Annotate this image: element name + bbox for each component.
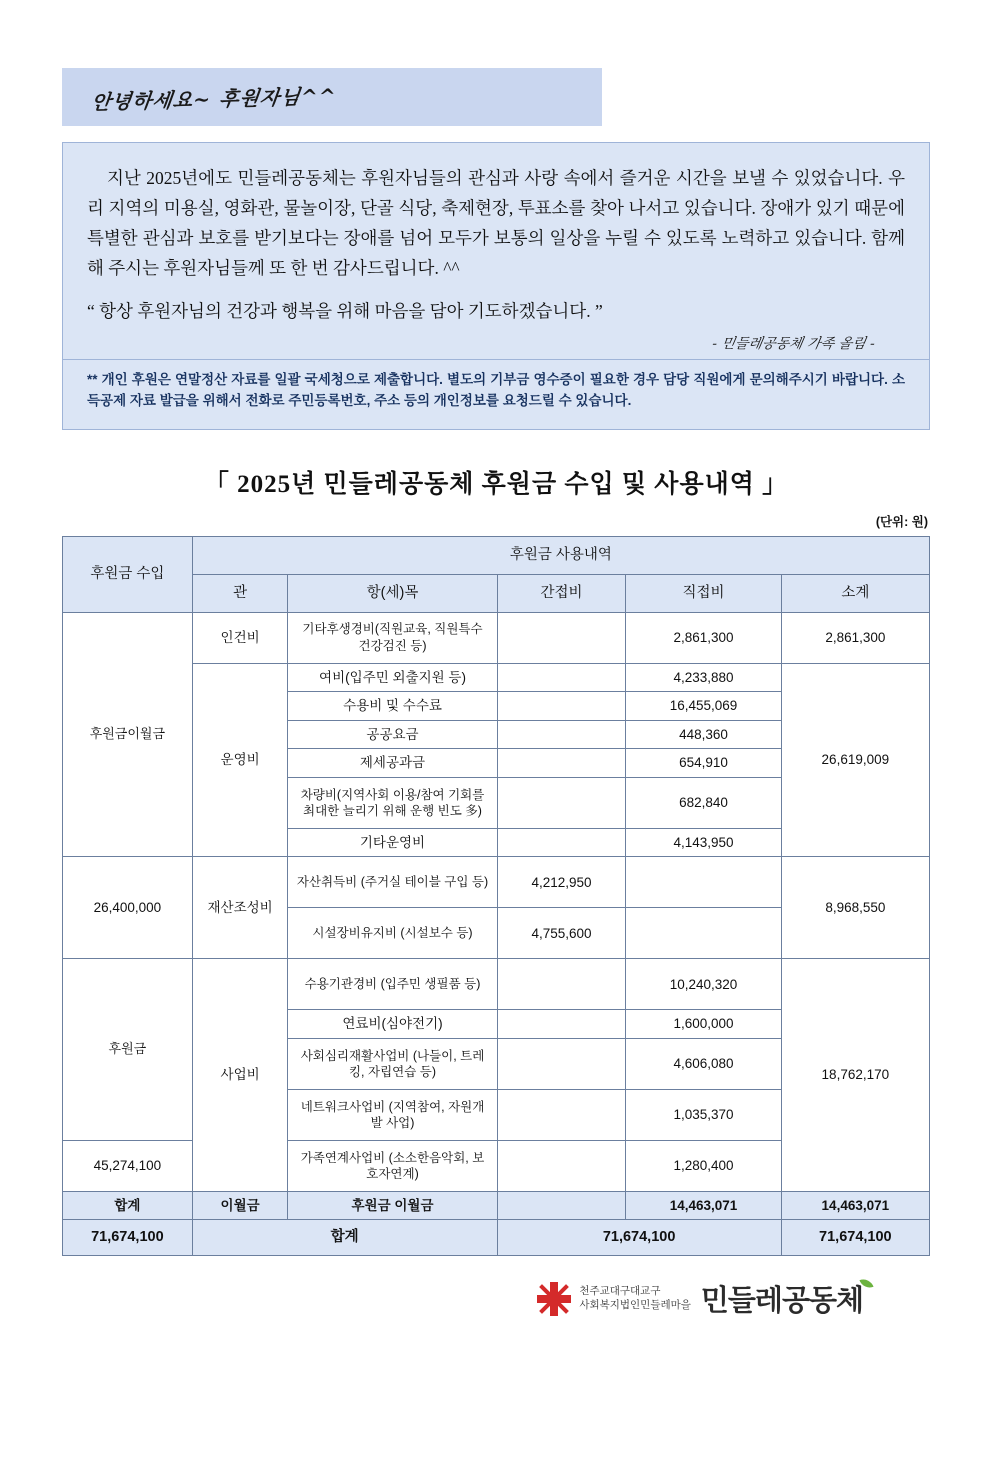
cell-direct: 4,143,950 [626,828,781,857]
table-row-total [63,1220,930,1256]
cell-indirect [497,959,626,1010]
cell-indirect [497,777,626,828]
cell-direct: 1,035,370 [626,1089,781,1140]
cell-subtotal: 26,619,009 [781,663,929,857]
letter-signature: - 민들레공동체 가족 올림 - [710,336,877,353]
org-line-1: 천주교대구대교구 [579,1285,661,1298]
cell-hang: 시설장비유지비 (시설보수 등) [288,908,497,959]
income-donation-amount: 45,274,100 [63,1140,193,1191]
table-header-row-2 [63,574,930,612]
org-name-text: 민들레공동체 [700,1283,863,1318]
cell-indirect [497,1089,626,1140]
cell-subtotal: 2,861,300 [781,612,929,663]
letter-divider [63,359,929,360]
cell-gwan: 재산조성비 [192,857,288,959]
cell-subtotal: 8,968,550 [781,857,929,959]
cell-gwan: 운영비 [192,663,288,857]
cell-direct [626,857,781,908]
income-carryover-amount: 26,400,000 [63,857,193,959]
header-gwan: 관 [192,574,288,612]
table-title: 「 2025년 민들레공동체 후원금 수입 및 사용내역 」 [203,470,789,498]
cell-indirect [497,1010,626,1039]
cell-indirect: 4,755,600 [497,908,626,959]
cell-hang: 네트워크사업비 (지역참여, 자원개발 사업) [288,1089,497,1140]
table-header-row-1 [63,536,930,574]
letter-note: ** 개인 후원은 연말정산 자료를 일괄 국세청으로 제출합니다. 별도의 기부금 영수증이 필요한 경우 담당 직원에게 문의해주시기 바랍니다. 소득공제 자료 발급을 위해서 전화로 주민등록번호, 주소 등의 개인정보를 요청드릴 수 있습니다. [87,372,905,408]
cell-hang: 공공요금 [288,720,497,749]
cell-direct: 4,233,880 [626,663,781,692]
table-row [63,959,930,1010]
cell-direct: 10,240,320 [626,959,781,1010]
cell-hang: 제세공과금 [288,749,497,778]
table-row [63,612,930,663]
cell-hang: 가족연계사업비 (소소한음악회, 보호자연계) [288,1140,497,1191]
cell-direct: 654,910 [626,749,781,778]
cross-icon [537,1282,571,1316]
letter-paragraph: 지난 2025년에도 민들레공동체는 후원자님들의 관심과 사랑 속에서 즐거운 시간을 보낼 수 있었습니다. 우리 지역의 미용실, 영화관, 물놀이장, 단골 식당, 축제현장, 투표소를 찾아 나서고 있습니다. 장애가 있기 때문에 특별한 관심과 보호를 받기보다는 장애를 넘어 모두가 보통의 일상을 누릴 수 있도록 노력하고 있습니다. 함께해 주시는 후원자님들께 또 한 번 감사드립니다. ^^ [87,168,905,279]
cell-hang: 사회심리재활사업비 (나들이, 트레킹, 자립연습 등) [288,1038,497,1089]
total-subtotal: 71,674,100 [781,1220,929,1256]
cell-direct: 16,455,069 [626,692,781,721]
letter-box [62,142,930,430]
document-page [0,68,992,1471]
table-row [63,857,930,908]
table-row-carryover [63,1191,930,1220]
header-income: 후원금 수입 [63,536,193,612]
cell-hang: 수용비 및 수수료 [288,692,497,721]
total-label: 합계 [192,1220,497,1256]
cell-indirect [497,1191,626,1220]
footer-logo [62,1278,930,1319]
income-carryover-label: 후원금이월금 [63,612,193,857]
cell-indirect [497,749,626,778]
cell-indirect [497,1038,626,1089]
donation-table [62,536,930,1256]
header-usage-group: 후원금 사용내역 [192,536,929,574]
cell-subtotal: 18,762,170 [781,959,929,1192]
cell-hang: 수용기관경비 (입주민 생필품 등) [288,959,497,1010]
cell-direct: 1,280,400 [626,1140,781,1191]
cell-indirect [497,828,626,857]
cell-indirect [497,1140,626,1191]
header-direct: 직접비 [626,574,781,612]
cell-gwan: 인건비 [192,612,288,663]
header-hang: 항(세)목 [288,574,497,612]
table-row [63,663,930,692]
cell-direct: 682,840 [626,777,781,828]
cell-direct: 4,606,080 [626,1038,781,1089]
table-body [63,612,930,1256]
cell-hang: 기타후생경비(직원교육, 직원특수건강검진 등) [288,612,497,663]
header-indirect: 간접비 [497,574,626,612]
cell-indirect: 4,212,950 [497,857,626,908]
cell-hang: 후원금 이월금 [288,1191,497,1220]
cell-gwan: 사업비 [192,959,288,1192]
org-lines [579,1285,691,1312]
header-subtotal: 소계 [781,574,929,612]
cell-direct [626,908,781,959]
cell-direct: 2,861,300 [626,612,781,663]
cell-indirect [497,720,626,749]
cell-hang: 차량비(지역사회 이용/참여 기회를 최대한 늘리기 위해 운행 빈도 多) [288,777,497,828]
cell-direct: 448,360 [626,720,781,749]
income-donation-label: 후원금 [63,959,193,1141]
cell-gwan: 이월금 [192,1191,288,1220]
cell-direct: 14,463,071 [626,1191,781,1220]
table-unit-note: (단위: 원) [875,514,928,529]
income-grand-total: 71,674,100 [63,1220,193,1256]
letter-quote: “ 항상 후원자님의 건강과 행복을 위해 마음을 담아 기도하겠습니다. ” [87,301,603,322]
cell-hang: 여비(입주민 외출지원 등) [288,663,497,692]
cell-subtotal: 14,463,071 [781,1191,929,1220]
cell-direct: 1,600,000 [626,1010,781,1039]
table-header [63,536,930,612]
cell-indirect [497,663,626,692]
cell-indirect [497,692,626,721]
total-indirect: 71,674,100 [497,1220,781,1256]
org-name [701,1278,872,1319]
cell-indirect [497,612,626,663]
income-sum-label: 합계 [63,1191,193,1220]
cell-hang: 자산취득비 (주거실 테이블 구입 등) [288,857,497,908]
greeting-banner [62,68,602,126]
cell-hang: 기타운영비 [288,828,497,857]
cell-hang: 연료비(심야전기) [288,1010,497,1039]
org-line-2: 사회복지법인민들레마을 [579,1298,691,1311]
greeting-text: 안녕하세요~ 후원자님^^ [90,83,338,114]
